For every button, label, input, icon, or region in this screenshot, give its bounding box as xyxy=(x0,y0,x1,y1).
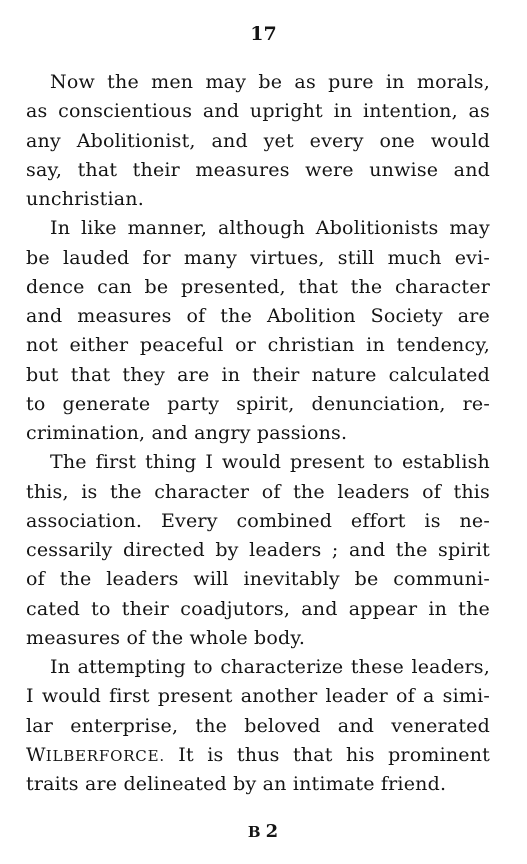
text-line: and measures of the Abolition Society are xyxy=(26,305,490,327)
text-line-with-name xyxy=(26,741,490,770)
text-line: traits are delineated by an intimate friend. xyxy=(26,773,447,795)
signature-number: 2 xyxy=(265,821,280,842)
text-line: measures of the whole body. xyxy=(26,626,306,649)
text-line: Now the men may be as pure in morals, xyxy=(50,71,490,93)
paragraph-3 xyxy=(26,448,490,653)
text-line: as conscientious and upright in intention, as xyxy=(26,100,490,123)
text-line: of the leaders will inevitably be communi- xyxy=(26,568,490,591)
text-line: dence can be presented, that the character xyxy=(26,275,490,298)
text-line: not either peaceful or christian in tendency, xyxy=(26,334,490,357)
text-line: cessarily directed by leaders ; and the spirit xyxy=(26,539,490,561)
name-following-text: It is thus that his prominent xyxy=(164,743,490,766)
signature-mark xyxy=(0,822,527,842)
paragraph-2 xyxy=(26,214,490,448)
text-line: association. Every combined effort is ne- xyxy=(26,509,490,532)
body-text xyxy=(26,68,490,799)
text-line: be lauded for many virtues, still much evi- xyxy=(26,246,490,269)
text-line: this, is the character of the leaders of this xyxy=(26,480,490,503)
text-line: In like manner, although Abolitionists may xyxy=(50,217,490,240)
text-line: cated to their coadjutors, and appear in the xyxy=(26,597,490,620)
signature-letter: B xyxy=(247,823,262,841)
paragraph-4 xyxy=(26,653,490,799)
text-line: to generate party spirit, denunciation, re- xyxy=(26,392,490,415)
name-initial: W xyxy=(26,743,46,766)
text-line: any Abolitionist, and yet every one would xyxy=(26,129,490,152)
text-line: unchristian. xyxy=(26,188,144,210)
text-line: crimination, and angry passions. xyxy=(26,422,348,444)
paragraph-1 xyxy=(26,68,490,214)
text-line: but that they are in their nature calculated xyxy=(26,363,490,386)
text-line: I would first present another leader of a simi- xyxy=(26,685,490,708)
text-line: say, that their measures were unwise and xyxy=(26,158,490,181)
text-line: In attempting to characterize these leaders, xyxy=(50,656,490,678)
page-number: 17 xyxy=(250,23,277,45)
name-small-caps: ILBERFORCE. xyxy=(45,746,165,765)
text-line: The first thing I would present to establish xyxy=(50,451,490,474)
text-line: lar enterprise, the beloved and venerated xyxy=(26,714,490,737)
